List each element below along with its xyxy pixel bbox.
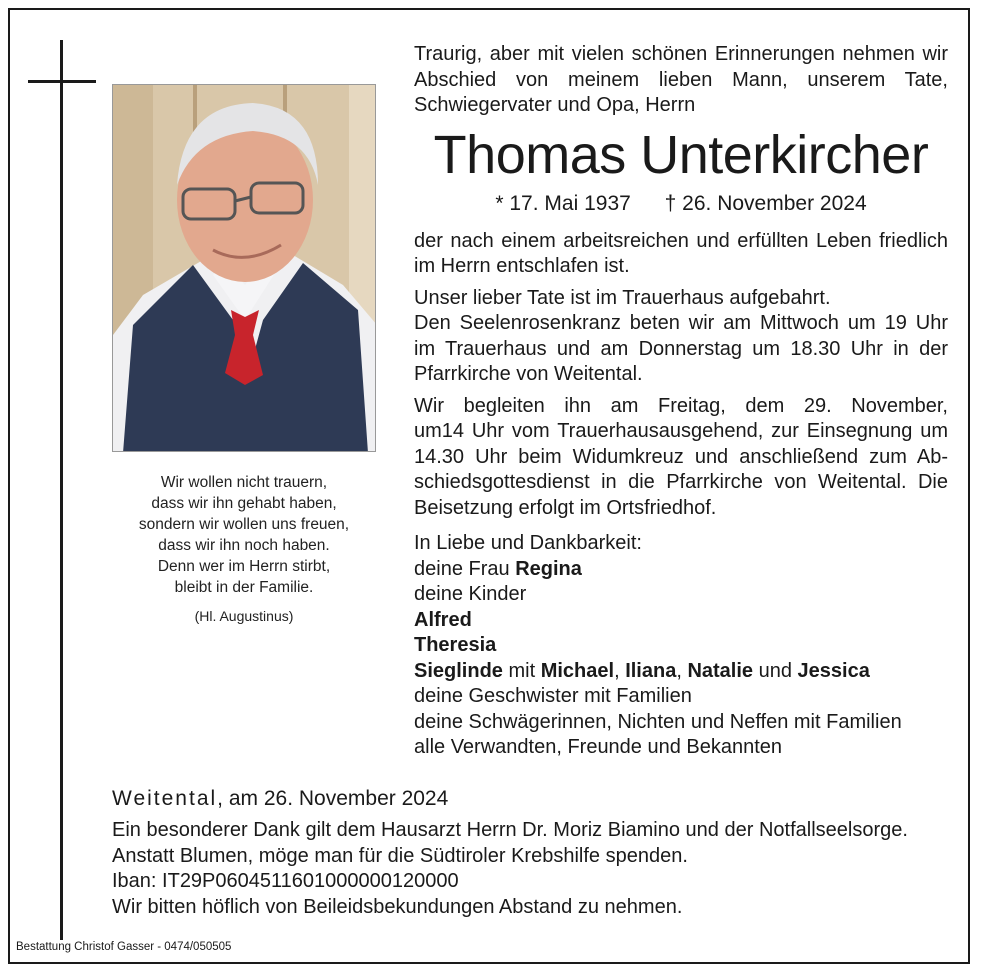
grandchild-3: Natalie (687, 659, 754, 682)
quote-line: Denn wer im Herrn stirbt, (157, 558, 331, 575)
children-label: deine Kinder (414, 583, 527, 605)
text-line: Unser lieber Tate ist im Trauerhaus aufgebahrt. (414, 286, 831, 309)
portrait-photo (112, 84, 376, 452)
intro-line: Abschied von meinem lieben Mann, unserem Tate, (414, 68, 948, 91)
comma: , (676, 659, 682, 682)
place-name: Weitental (112, 787, 218, 810)
notice-main (414, 42, 948, 761)
quote-author: (Hl. Augustinus) (194, 608, 294, 624)
child-name (414, 633, 948, 659)
paragraph-1 (414, 229, 948, 280)
relatives-line: alle Verwandten, Freunde und Bekannten (414, 736, 783, 758)
child-name-2: Theresia (414, 634, 497, 656)
text-line: Pfarrkirche von Weitental. (414, 363, 643, 385)
closing-line: Anstatt Blumen, möge man für die Südtiroler Krebshilfe spenden. (112, 844, 688, 867)
family-list (414, 531, 948, 761)
grandchild-1: Michael (540, 659, 615, 682)
quote-block (112, 472, 376, 627)
text-line: Den Seelenrosenkranz beten wir am Mittwoch um 19 Uhr (414, 312, 948, 334)
paragraph-2 (414, 286, 948, 388)
inlaws-line: deine Schwägerinnen, Nichten und Neffen mit Familien (414, 710, 902, 733)
grandchild-2: Iliana (625, 659, 677, 682)
portrait-illustration (113, 85, 376, 452)
notice-date: , am 26. November 2024 (217, 787, 449, 810)
grandchild-4: Jessica (797, 659, 870, 682)
intro-line: Traurig, aber mit vielen schönen Erinnerungen nehmen wir (414, 43, 948, 65)
child-name (414, 608, 948, 634)
comma: , (614, 659, 620, 682)
wife-name: Regina (515, 557, 582, 580)
quote-line: dass wir ihn gehabt haben, (151, 495, 337, 512)
cross-icon-bar (28, 80, 96, 83)
closing-line: Ein besonderer Dank gilt dem Hausarzt Herrn Dr. Moriz Biamino und der Notfallseelsorge. (112, 819, 908, 841)
deceased-name: Thomas Unterkircher (433, 124, 929, 185)
text-line: 14.30 Uhr beim Widumkreuz und anschließend zum Ab- (414, 445, 948, 468)
quote-line: Wir wollen nicht trauern, (160, 474, 328, 491)
life-dates (414, 191, 948, 217)
place-date (112, 786, 448, 812)
text-line: schiedsgottesdienst in die Pfarrkirche von Weitental. Die (414, 471, 948, 493)
wife-prefix: deine Frau (414, 557, 510, 580)
closing-line: Wir bitten höflich von Beileidsbekundungen Abstand zu nehmen. (112, 895, 683, 918)
text-line: Beisetzung erfolgt im Ortsfriedhof. (414, 496, 717, 519)
birth-date: * 17. Mai 1937 (495, 191, 631, 215)
family-wife (414, 557, 948, 583)
closing-text (112, 818, 952, 920)
funeral-home-footer: Bestattung Christof Gasser - 0474/050505 (16, 941, 232, 953)
intro-line: Schwiegervater und Opa, Herrn (414, 94, 696, 116)
intro-text (414, 42, 948, 119)
and-word: und (758, 659, 792, 682)
quote-line: sondern wir wollen uns freuen, (138, 516, 350, 533)
child-name-3: Sieglinde (414, 659, 503, 682)
paragraph-3 (414, 394, 948, 522)
cross-icon (60, 40, 63, 940)
text-line: im Trauerhaus und am Donnerstag um 18.30 Uhr in der (414, 337, 948, 360)
text-line: im Herrn entschlafen ist. (414, 255, 630, 277)
iban-line: Iban: IT29P0604511601000000120000 (112, 870, 459, 892)
family-intro: In Liebe und Dankbarkeit: (414, 532, 642, 554)
quote-line: dass wir ihn noch haben. (158, 537, 330, 554)
text-line: Wir begleiten ihn am Freitag, dem 29. November, (414, 394, 948, 417)
text-line: um14 Uhr vom Trauerhausausgehend, zur Einsegnung um (414, 420, 948, 442)
text-line: der nach einem arbeitsreichen und erfüllten Leben friedlich (414, 229, 948, 252)
siblings-line: deine Geschwister mit Familien (414, 685, 692, 707)
child-name-1: Alfred (414, 608, 472, 631)
child-with-grandchildren (414, 659, 948, 685)
death-date: † 26. November 2024 (664, 191, 867, 215)
quote-line: bleibt in der Familie. (174, 579, 314, 596)
with-word: mit (508, 659, 536, 682)
